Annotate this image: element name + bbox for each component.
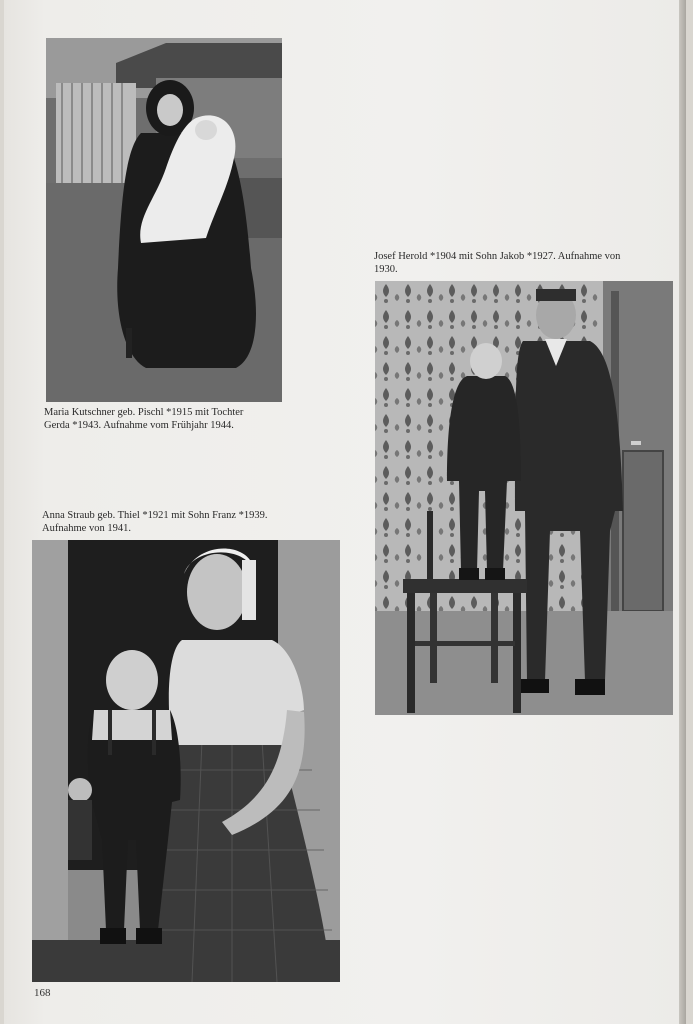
caption-line: 1930. — [374, 264, 398, 275]
caption-line: Aufnahme von 1941. — [42, 523, 131, 534]
photo-2-caption — [374, 250, 674, 276]
photo-father-with-son — [375, 281, 673, 715]
photo-1-caption — [44, 406, 294, 432]
caption-line: Maria Kutschner geb. Pischl *1915 mit Tochter — [44, 407, 244, 418]
photo-mother-with-toddler — [32, 540, 340, 982]
caption-line: Gerda *1943. Aufnahme vom Frühjahr 1944. — [44, 420, 234, 431]
book-spine-shadow — [679, 0, 686, 1024]
photo-mother-with-baby — [46, 38, 282, 402]
caption-line: Josef Herold *1904 mit Sohn Jakob *1927. Aufnahme von — [374, 251, 621, 262]
book-page — [4, 0, 686, 1024]
photo-3-caption — [42, 509, 332, 535]
page-number: 168 — [34, 987, 51, 999]
caption-line: Anna Straub geb. Thiel *1921 mit Sohn Franz *1939. — [42, 510, 268, 521]
